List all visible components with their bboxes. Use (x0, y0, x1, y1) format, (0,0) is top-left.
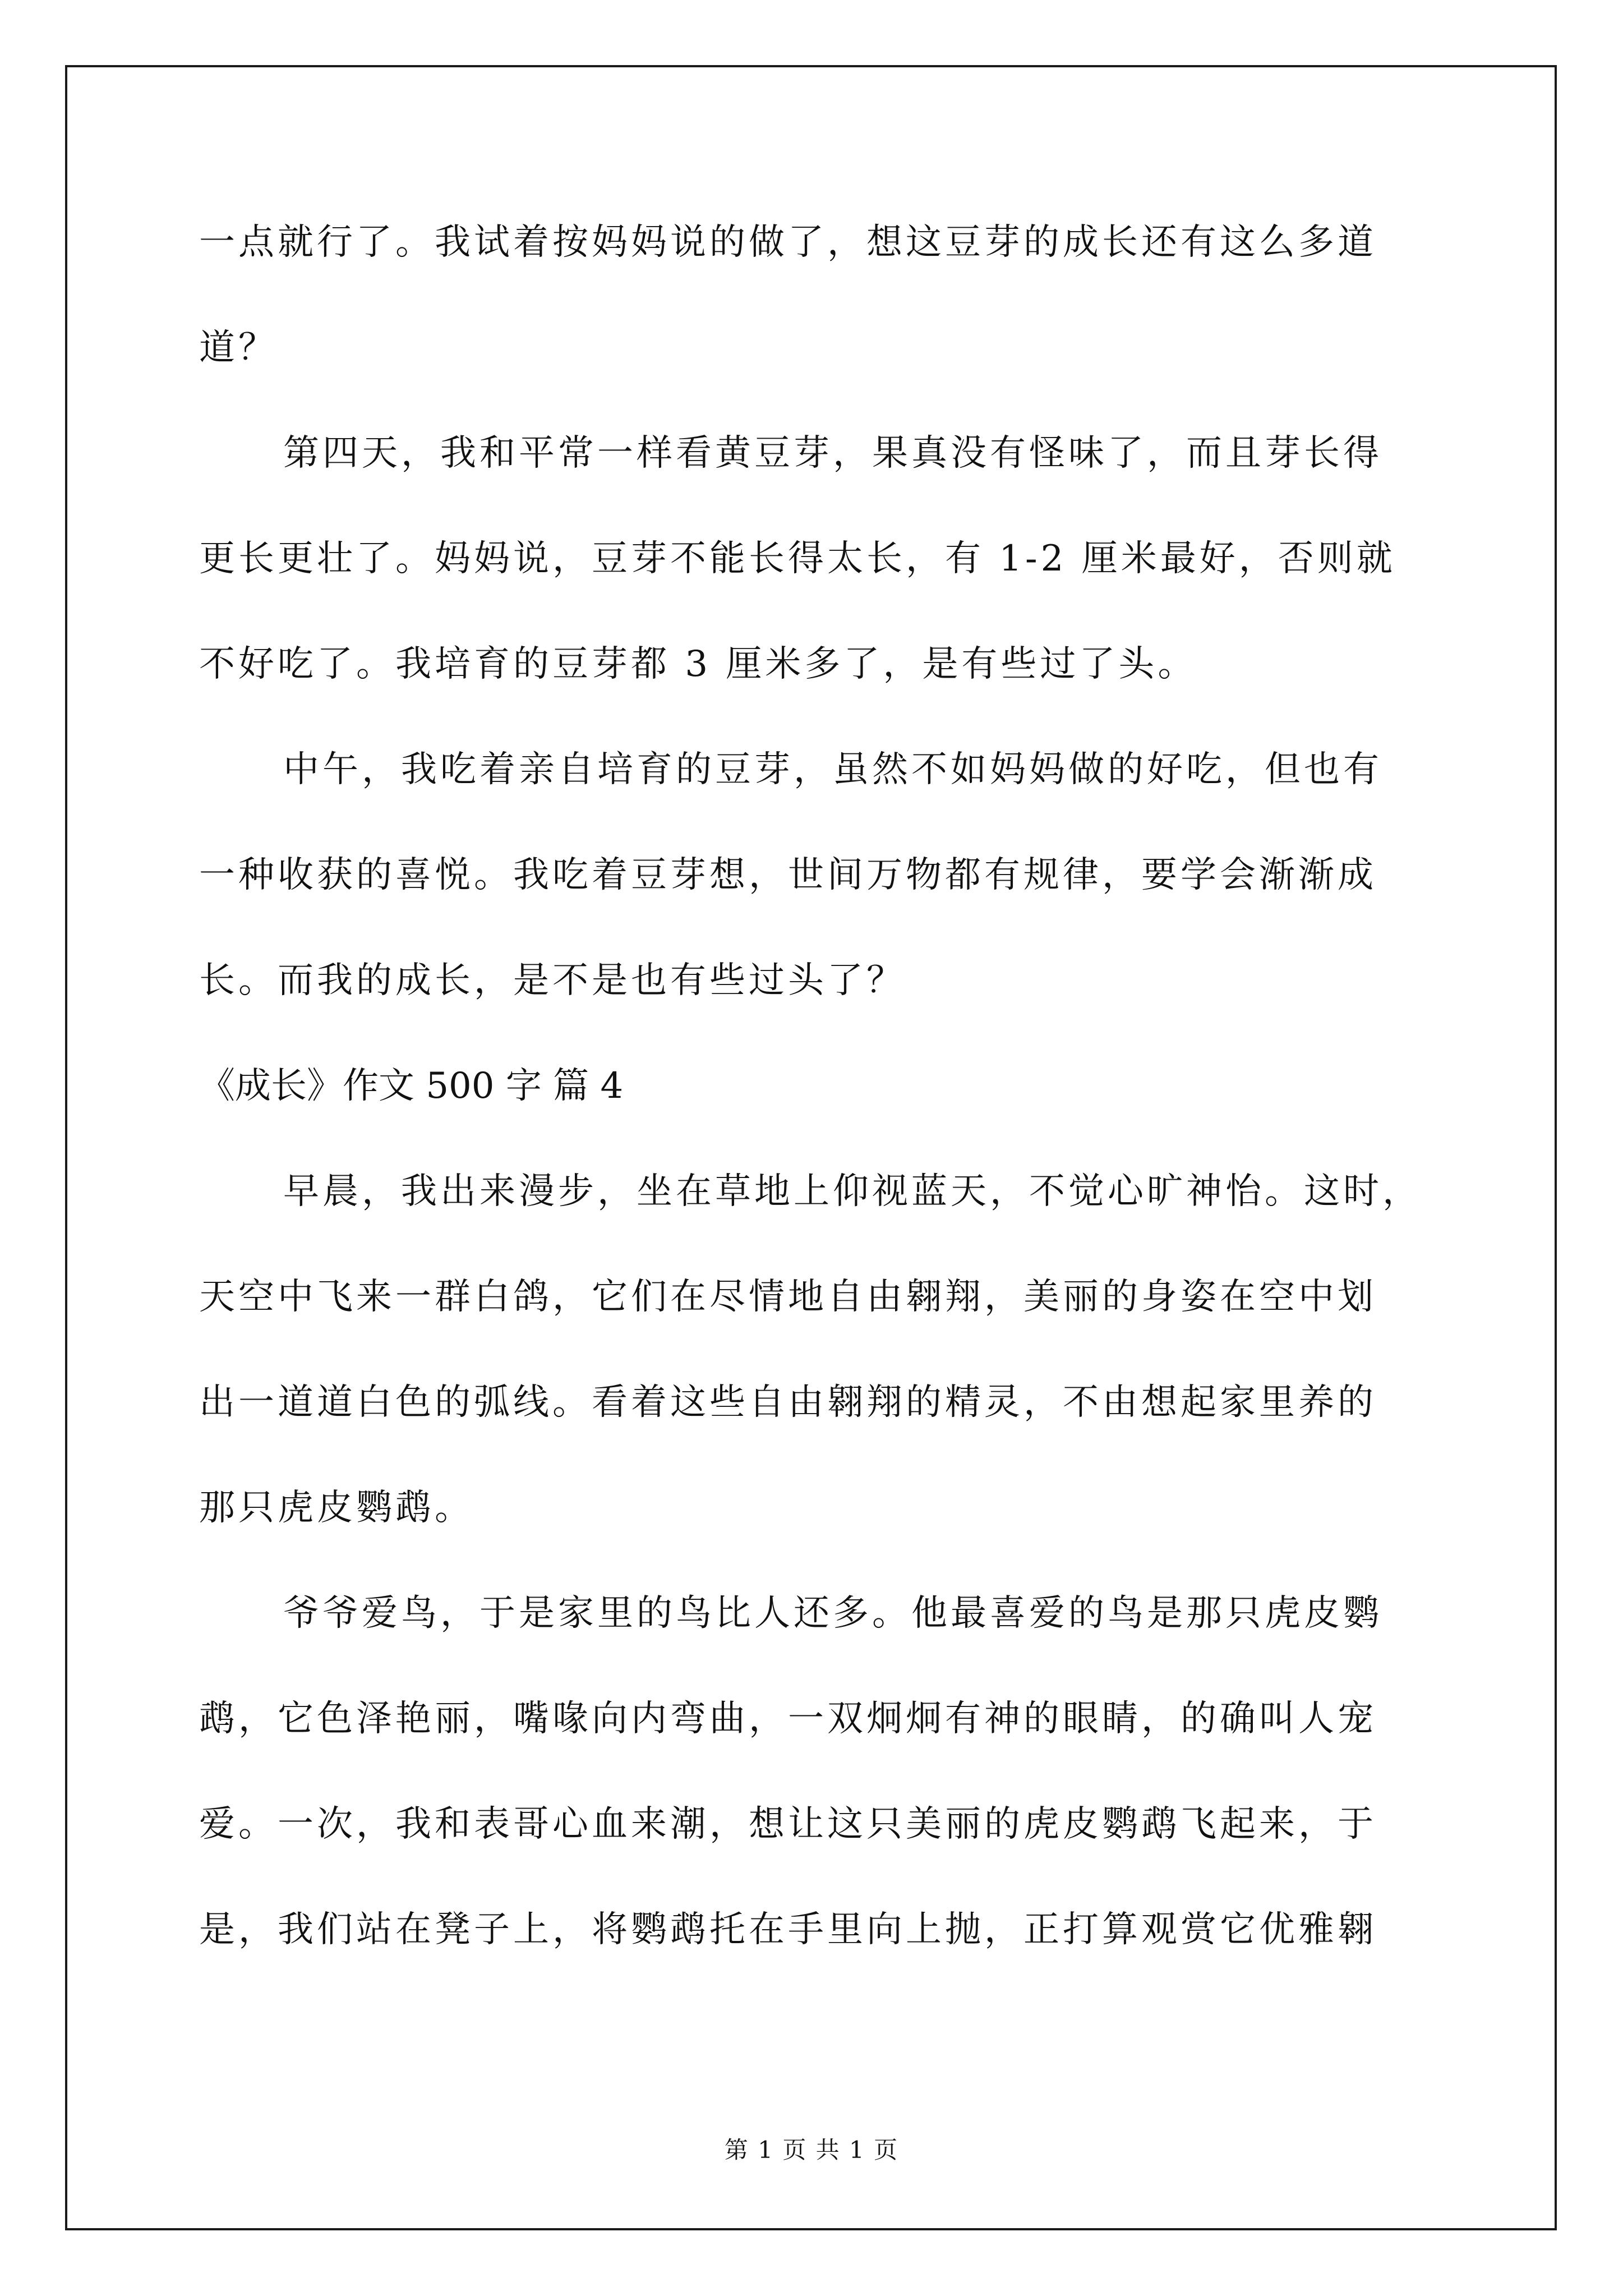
paragraph-block (199, 214, 1450, 1058)
text-line: 长。而我的成长，是不是也有些过头了？ (199, 960, 906, 1001)
text-line: 中午，我吃着亲自培育的豆芽，虽然不如妈妈做的好吃，但也有 (283, 749, 1382, 790)
text-line: 道？ (199, 327, 278, 369)
text-line: 一点就行了。我试着按妈妈说的做了，想这豆芽的成长还有这么多道 (199, 222, 1377, 263)
text-line: 出一道道白色的弧线。看着这些自由翱翔的精灵，不由想起家里养的 (199, 1382, 1377, 1423)
section-heading: 《成长》作文 500 字 篇 4 (199, 1065, 624, 1107)
text-line: 更长更壮了。妈妈说，豆芽不能长得太长，有 1-2 厘米最好，否则就 (199, 538, 1396, 579)
page-footer: 第 1 页 共 1 页 (724, 2136, 899, 2164)
text-line: 天空中飞来一群白鸽，它们在尽情地自由翱翔，美丽的身姿在空中划 (199, 1276, 1377, 1318)
text-line: 那只虎皮鹦鹉。 (199, 1487, 474, 1529)
text-line: 早晨，我出来漫步，坐在草地上仰视蓝天，不觉心旷神怡。这时， (283, 1171, 1422, 1212)
text-line: 是，我们站在凳子上，将鹦鹉托在手里向上抛，正打算观赏它优雅翱 (199, 1909, 1377, 1950)
text-line: 爷爷爱鸟，于是家里的鸟比人还多。他最喜爱的鸟是那只虎皮鹦 (283, 1593, 1382, 1634)
text-line: 鹉，它色泽艳丽，嘴喙向内弯曲，一双炯炯有神的眼睛，的确叫人宠 (199, 1698, 1377, 1740)
section-body (199, 1163, 1450, 2007)
document-body (199, 214, 1450, 2007)
text-line: 一种收获的喜悦。我吃着豆芽想，世间万物都有规律，要学会渐渐成 (199, 854, 1377, 896)
text-line: 第四天，我和平常一样看黄豆芽，果真没有怪味了，而且芽长得 (283, 432, 1382, 474)
text-line: 不好吃了。我培育的豆芽都 3 厘米多了，是有些过了头。 (199, 643, 1197, 685)
text-line: 爱。一次，我和表哥心血来潮，想让这只美丽的虎皮鹦鹉飞起来，于 (199, 1803, 1377, 1845)
